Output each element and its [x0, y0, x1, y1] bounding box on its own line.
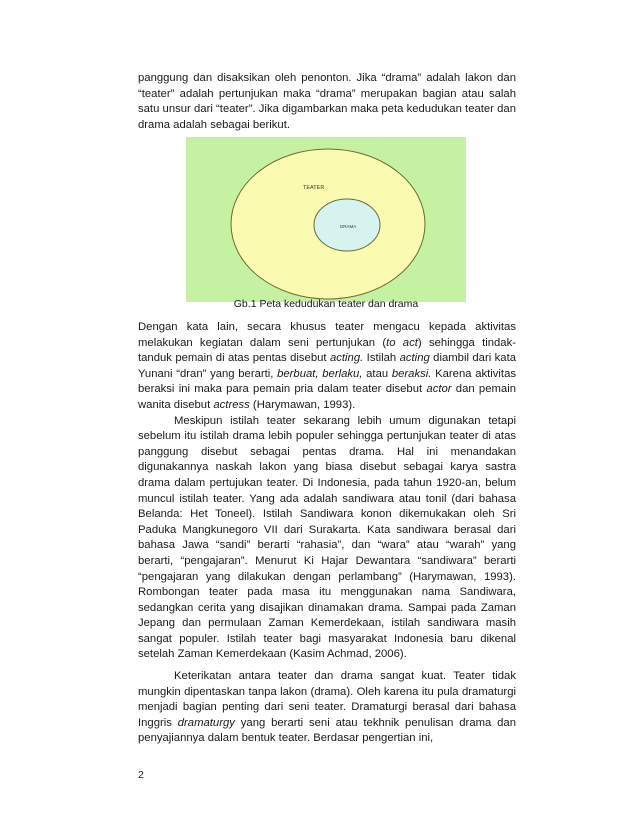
- intro-paragraph-block: [138, 71, 516, 133]
- page-number: 2: [138, 769, 144, 781]
- body-text: [138, 320, 516, 747]
- teater-label: TEATER: [303, 185, 325, 191]
- paragraph-acting: Dengan kata lain, secara khusus teater mengacu kepada aktivitas melakukan kegiatan dalam seni pertunjukan (to act) sehingga tindak-tanduk pemain di atas pentas disebut acting. Istilah acting diambil dari kata Yunani “dran” yang berarti, berbuat, berlaku, atau beraksi. Karena aktivitas beraksi ini maka para pemain pria dalam teater disebut actor dan pemain wanita disebut actress (Harymawan, 1993).: [138, 321, 517, 411]
- teater-drama-diagram: [186, 137, 466, 302]
- venn-diagram: [186, 137, 466, 302]
- intro-paragraph: panggung dan disaksikan oleh penonton. Jika “drama” adalah lakon dan “teater” adalah pertunjukan maka “drama” merupakan bagian atau salah satu unsur dari “teater”. Jika digambarkan maka peta kedudukan teater dan drama adalah sebagai berikut.: [138, 72, 516, 131]
- paragraph-sandiwara: Meskipun istilah teater sekarang lebih umum digunakan tetapi sebelum itu istilah drama lebih populer sehingga pertunjukan teater di atas panggung disebut sebagai pentas drama. Hal ini menandakan digunakannya naskah lakon yang biasa disebut sebagai karya sastra drama dalam pertujukan teater. Di Indonesia, pada tahun 1920-an, belum muncul istilah teater. Yang ada adalah sandiwara atau tonil (dari bahasa Belanda: Het Toneel). Istilah Sandiwara konon dikemukakan oleh Sri Paduka Mangkunegoro VII dari Surakarta. Kata sandiwara berasal dari bahasa Jawa “sandi” berarti “rahasia”, dan “wara” atau “warah” yang berarti, “pengajaran”. Menurut Ki Hajar Dewantara “sandiwara” berarti “pengajaran yang dilakukan dengan perlambang” (Harymawan, 1993). Rombongan teater pada masa itu menggunakan nama Sandiwara, sedangkan cerita yang disajikan dinamakan drama. Sampai pada Zaman Jepang dan permulaan Zaman Kemerdekaan, istilah sandiwara masih sangat populer. Istilah teater bagi masyarakat Indonesia baru dikenal setelah Zaman Kemerdekaan (Kasim Achmad, 2006).: [138, 414, 516, 661]
- paragraph-dramaturgi: Keterikatan antara teater dan drama sangat kuat. Teater tidak mungkin dipentaskan tanpa lakon (drama). Oleh karena itu pula dramaturgi menjadi bagian penting dari seni teater. Dramaturgi berasal dari bahasa Inggris dramaturgy yang berarti seni atau tekhnik penulisan drama dan penyajiannya dalam bentuk teater. Berdasar pengertian ini,: [138, 670, 516, 745]
- drama-label: DRAMA: [340, 224, 357, 229]
- figure-caption: Gb.1 Peta kedudukan teater dan drama: [233, 298, 419, 310]
